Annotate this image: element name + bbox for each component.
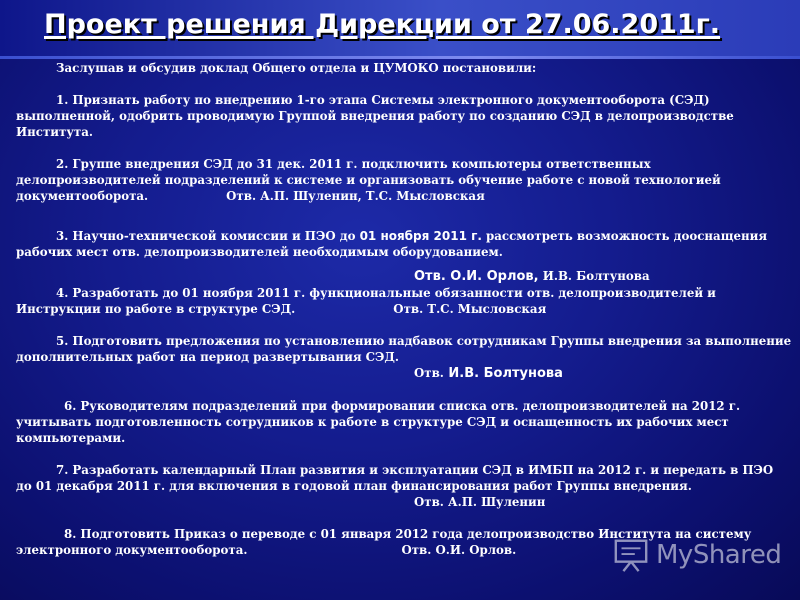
- item-1-line-1: 1. Признать работу по внедрению 1-го этапа Системы электронного документооборота (СЭД): [56, 93, 710, 107]
- item-3-responsible-a: Отв. О.И. Орлов,: [414, 269, 539, 284]
- item-4-line-2: [16, 301, 796, 317]
- item-6-line-2: учитывать подготовленность сотрудников к работе в структуре СЭД и оснащенность их рабочих мест: [16, 415, 729, 429]
- item-1-line-3: Института.: [16, 125, 93, 139]
- watermark: [612, 534, 781, 576]
- item-7-line-1: 7. Разработать календарный План развития и эксплуатации СЭД в ИМБП на 2012 г. и передать в ПЭО: [56, 463, 774, 477]
- item-5-line-2: дополнительных работ на период развертывания СЭД.: [16, 350, 400, 364]
- item-6-line-3: компьютерами.: [16, 431, 126, 445]
- item-5-responsible-b: И.В. Болтунова: [443, 366, 563, 381]
- item-2-line-2: делопроизводителей подразделений к системе и организовать обучение работе с новой технологией: [16, 173, 721, 187]
- item-2-line-3: [16, 188, 796, 204]
- item-5-responsible-a: Отв.: [414, 366, 444, 380]
- item-3-line-2: рабочих мест отв. делопроизводителей необходимым оборудованием.: [16, 245, 503, 259]
- title-band-divider: [0, 56, 800, 59]
- item-6-line-1: 6. Руководителям подразделений при формировании списка отв. делопроизводителей на 2012 г.: [64, 399, 741, 413]
- item-3-responsible-b: И.В. Болтунова: [538, 269, 650, 283]
- item-5-line-1: 5. Подготовить предложения по установлению надбавок сотрудникам Группы внедрения за выполнение: [56, 334, 792, 348]
- slide-title: Проект решения Дирекции от 27.06.2011г.: [44, 9, 721, 40]
- item-3-text-b: рассмотреть возможность дооснащения: [481, 229, 768, 243]
- item-3-line-1: [16, 228, 796, 244]
- item-7-responsible-text: Отв. А.П. Шуленин: [414, 495, 546, 509]
- item-2-responsible: Отв. А.П. Шуленин, Т.С. Мысловская: [226, 189, 485, 203]
- item-7-line-2: до 01 декабря 2011 г. для включения в годовой план финансирования работ Группы внедрения.: [16, 479, 692, 493]
- decision-text: [16, 60, 796, 558]
- item-4-responsible: Отв. Т.С. Мысловская: [393, 302, 547, 316]
- item-3-text-a: 3. Научно-технической комиссии и ПЭО до: [56, 229, 360, 243]
- item-4-text-end: Инструкции по работе в структуре СЭД.: [16, 302, 296, 316]
- item-4-line-1: 4. Разработать до 01 ноября 2011 г. функциональные обязанности отв. делопроизводителей и: [56, 286, 716, 300]
- item-7-responsible: [16, 494, 796, 510]
- watermark-text: MyShared: [656, 540, 782, 570]
- item-8-text-end: электронного документооборота.: [16, 543, 248, 557]
- presentation-board-icon: [612, 536, 650, 574]
- item-3-deadline: 01 ноября 2011 г.: [359, 229, 482, 243]
- item-5-responsible: [16, 365, 796, 382]
- item-8-responsible: Отв. О.И. Орлов.: [401, 543, 517, 557]
- item-2-text-end: документооборота.: [16, 189, 149, 203]
- item-3-responsible: [16, 268, 796, 285]
- intro-paragraph: Заслушав и обсудив доклад Общего отдела и ЦУМОКО постановили:: [56, 61, 537, 75]
- item-1-line-2: выполненной, одобрить проводимую Группой внедрения работу по созданию СЭД в делопроизводстве: [16, 109, 734, 123]
- item-2-line-1: 2. Группе внедрения СЭД до 31 дек. 2011 г. подключить компьютеры ответственных: [56, 157, 651, 171]
- item-8-line-1: 8. Подготовить Приказ о переводе с 01 января 2012 года делопроизводство Института на систему: [64, 527, 752, 541]
